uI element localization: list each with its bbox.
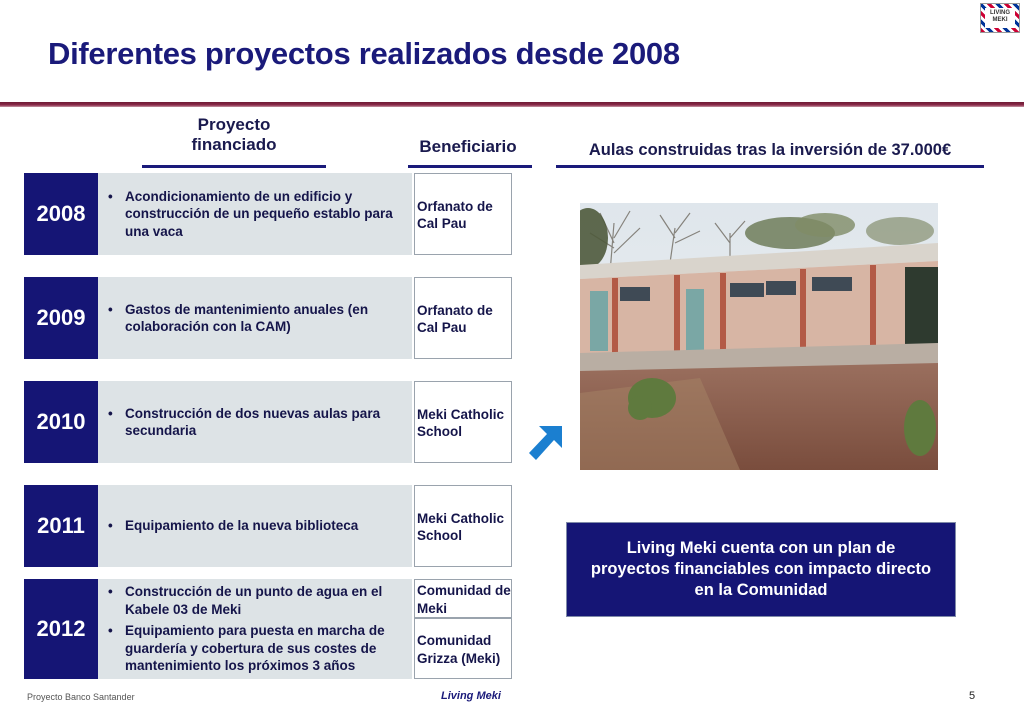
beneficiary-cell: Comunidad de Meki [414,579,512,618]
year-label: 2008 [24,173,98,255]
project-bullet-text: Gastos de mantenimiento anuales (en colaboración con la CAM) [125,301,369,334]
beneficiary-cell: Comunidad Grizza (Meki) [414,618,512,679]
header-project-line2: financiado [191,135,277,154]
footer-source: Proyecto Banco Santander [27,692,135,702]
header-project-rule [142,165,326,168]
project-bullet: • Construcción de dos nuevas aulas para secundaria [108,405,404,440]
page-number: 5 [969,690,976,702]
project-bullet-text: Equipamiento para puesta en marcha de guardería y cobertura de sus costes de mantenimiento los próximos 3 años [125,623,385,674]
arrow-icon [526,424,564,464]
year-label: 2009 [24,277,98,359]
beneficiary-cell: Orfanato de Cal Pau [414,277,512,359]
footer-brand: Living Meki [441,690,501,702]
header-project-line1: Proyecto [197,115,271,134]
year-label: 2012 [24,579,98,679]
project-description [98,381,412,463]
project-description [98,173,412,255]
beneficiary-cell: Meki Catholic School [414,485,512,567]
year-label: 2011 [24,485,98,567]
living-meki-logo [980,3,1020,33]
callout-box: Living Meki cuenta con un plan de proyectos financiables con impacto directo en la Comunidad [566,522,956,617]
header-beneficiary-rule [408,165,532,168]
project-bullet-text: Construcción de un punto de agua en el Kabele 03 de Meki [125,584,383,617]
project-description [98,485,412,567]
classrooms-photo [580,203,938,470]
header-classrooms-rule [556,165,984,168]
beneficiary-cell: Orfanato de Cal Pau [414,173,512,255]
header-classrooms: Aulas construidas tras la inversión de 37.000€ [588,141,952,159]
year-label: 2010 [24,381,98,463]
project-bullet-text: Equipamiento de la nueva biblioteca [125,518,359,534]
project-description [98,277,412,359]
project-bullet: • Equipamiento para puesta en marcha de guardería y cobertura de sus costes de mantenimiento los próximos 3 años [108,622,404,675]
project-description [98,579,412,679]
project-bullet-text: Acondicionamiento de un edificio y construcción de un pequeño establo para una vaca [125,188,393,239]
project-bullet: • Acondicionamiento de un edificio y construcción de un pequeño establo para una vaca [108,188,404,241]
project-bullet-text: Construcción de dos nuevas aulas para secundaria [125,405,381,438]
header-project [142,115,326,155]
project-bullet: • Construcción de un punto de agua en el Kabele 03 de Meki [108,583,404,618]
slide-title: Diferentes proyectos realizados desde 2008 [48,36,680,71]
project-bullet: • Equipamiento de la nueva biblioteca [108,518,359,534]
title-divider [0,102,1024,107]
logo-text: LIVING MEKI [985,8,1015,28]
header-beneficiary: Beneficiario [419,137,517,156]
beneficiary-cell: Meki Catholic School [414,381,512,463]
project-bullet: • Gastos de mantenimiento anuales (en colaboración con la CAM) [108,301,404,336]
